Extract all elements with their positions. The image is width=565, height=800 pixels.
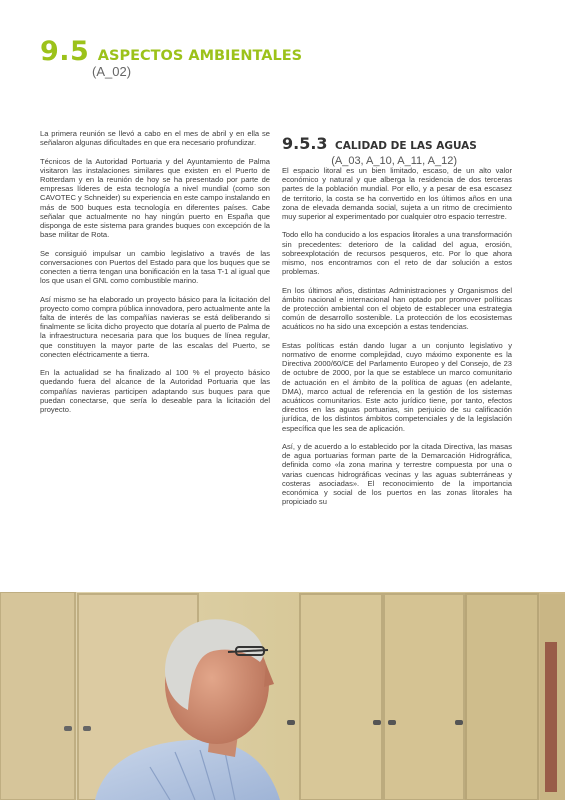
paragraph: Se consiguió impulsar un cambio legislativo a través de las conversaciones con Puertos del Estado para que los buques que se conecten a tierra tengan una bonificación en la tasa T-1 al igual que los que usan el GNL como combustible marino. [40, 248, 270, 286]
paragraph: La primera reunión se llevó a cabo en el mes de abril y en ella se señalaron algunas dificultades en que era necesario profundizar. [40, 129, 270, 148]
subsection-header [282, 134, 512, 167]
paragraph: Estas políticas están dando lugar a un conjunto legislativo y normativo de enorme complejidad, cuyo máximo exponente es la Directiva 2000/60/CE del Parlamento Europeo y del Consejo, de 23 de octubre de 2000, por la que se establece un marco comunitario de actuación en el ámbito de la política de aguas (en adelante, DMA), marco actual de referencia en la gestión de los sistemas acuáticos comunitarios. Este acto jurídico tiene, por tanto, efectos directos en las aguas portuarias, sin perjuicio de su calificación jurídica, de los distintos ámbitos competenciales y de la legislación específica que les sea de aplicación. [282, 340, 512, 433]
paragraph: Así, y de acuerdo a lo establecido por la citada Directiva, las masas de agua portuarias forman parte de la Demarcación Hidrográfica, definida como «la zona marina y terrestre compuesta por una o varias cuencas hidrográficas vecinas y las aguas subterráneas y costeras asociadas». El reconocimiento de la importancia económica y social de los puertos en las zonas litorales ha propiciado su [282, 442, 512, 507]
subsection-title: CALIDAD DE LAS AGUAS [335, 140, 477, 152]
paragraph: Técnicos de la Autoridad Portuaria y del Ayuntamiento de Palma visitaron las instalaciones similares que existen en el Puerto de Rotterdam y en la reunión de hoy se ha presentado por parte de empresas líderes de esta tecnología a nivel mundial (como son CAVOTEC y Schneider) su experiencia en este campo instalando en más de 500 buques esta tecnología en diferentes países. Cabe señalar que actualmente no hay ningún puerto en España que disponga de este sistema para grandes buques con excepción de la base militar de Rota. [40, 156, 270, 240]
paragraph: En los últimos años, distintas Administraciones y Organismos del ámbito nacional e internacional han optado por promover políticas de protección ambiental con el objeto de establecer una estrategia común de desarrollo sostenible. La protección de los ecosistemas acuáticos no ha sido una excepción a estas tendencias. [282, 285, 512, 332]
subsection-code: (A_03, A_10, A_11, A_12) [331, 155, 457, 167]
meeting-photo [0, 592, 565, 800]
section-number: 9.5 [40, 36, 90, 67]
paragraph: Todo ello ha conducido a los espacios litorales a una transformación sin precedentes: deterioro de la calidad del agua, erosión, sobreexplotación de recursos pesqueros, etc. Por lo que ahora mismo, nos encontramos con el reto de dar solución a estos problemas. [282, 230, 512, 277]
section-code: (A_02) [92, 64, 132, 79]
subsection-number: 9.5.3 [282, 134, 328, 153]
section-title: ASPECTOS AMBIENTALES [97, 48, 303, 64]
paragraph: El espacio litoral es un bien limitado, escaso, de un alto valor económico y natural y que alberga la residencia de dos terceras partes de la población mundial. Por ello, y a pesar de esa escasez de territorio, la costa se ha convertido en los últimos años en una zona de elevada demanda social, sujeta a un ritmo de crecimiento muy superior al experimentado por cualquier otro espacio terrestre. [282, 166, 512, 222]
left-column [40, 129, 270, 423]
paragraph: Así mismo se ha elaborado un proyecto básico para la licitación del proyecto como compra pública innovadora, pero actualmente ante la falta de interés de las compañías navieras se está deliberando si finalmente se licita dicho proyecto que dotaría al puerto de Palma de la infraestructura necesaria para que los buques de línea regular, que constituyen la mayor parte de las escalas del Puerto, se conecten eléctricamente a tierra. [40, 294, 270, 359]
section-header [40, 36, 302, 67]
paragraph: En la actualidad se ha finalizado al 100 % el proyecto básico quedando fuera del alcance de la Autoridad Portuaria que las compañías navieras participen adaptando sus buques para que puedan conectarse, que sería lo deseable para la licitación del proyecto. [40, 368, 270, 415]
right-column [282, 166, 512, 516]
